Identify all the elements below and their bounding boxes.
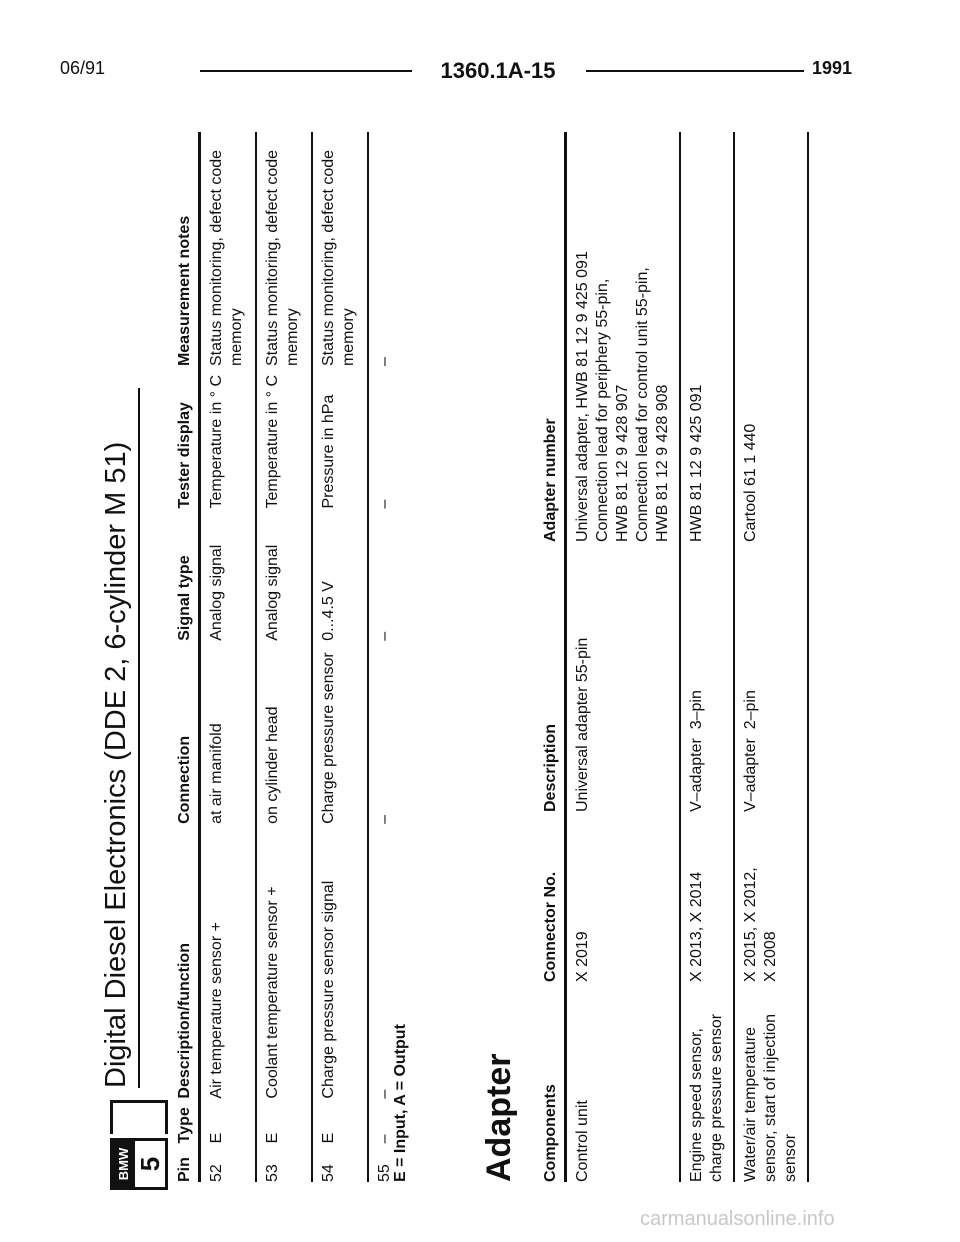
col-pin: Pin (176, 1157, 193, 1182)
col-adapter-number: Adapter number (542, 418, 559, 542)
pin-table-header (176, 132, 200, 1182)
header-doc-number: 1360.1A-15 (440, 58, 556, 83)
cell-tester-display: Temperature in ° C (208, 374, 225, 509)
cell-measurement-notes: Status monitoring, defect code memory (320, 149, 357, 367)
logo-frame (110, 1100, 168, 1134)
cell-type: E (320, 1132, 337, 1144)
cell-type: E (208, 1132, 225, 1144)
cell-description: Charge pressure sensor signal (320, 880, 337, 1099)
col-connector-no: Connector No. (542, 871, 559, 982)
cell-adapter-number: Universal adapter, HWB 81 12 9 425 091 Connection lead for periphery 55-pin, HWB 81 12 9 428 907 Connection lead for control unit 55-pin, HWB 81 12 9 428 908 (574, 251, 671, 542)
bmw-logo (110, 1138, 168, 1190)
cell-description: Air temperature sensor + (208, 922, 225, 1099)
col-measurement-notes: Measurement notes (176, 215, 193, 367)
cell-measurement-notes: – (376, 357, 393, 367)
cell-signal-type: Analog signal (208, 544, 225, 641)
rotated-page-body (80, 90, 880, 1190)
header-rule-left (200, 70, 412, 72)
type-legend: E = Input, A = Output (392, 1024, 409, 1182)
adapter-heading: Adapter (480, 1053, 518, 1182)
col-type: Type (176, 1107, 193, 1144)
table-row (566, 132, 681, 1182)
table-row (312, 132, 368, 1182)
col-tester-display: Tester display (176, 402, 193, 509)
col-adapter-description: Description (542, 723, 559, 812)
cell-signal-type: – (376, 631, 393, 641)
cell-component: Engine speed sensor, charge pressure sensor (688, 1013, 725, 1182)
page-title: Digital Diesel Electronics (DDE 2, 6-cylinder M 51) (100, 441, 132, 1088)
cell-type: – (376, 1134, 393, 1144)
cell-measurement-notes: Status monitoring, defect code memory (264, 149, 301, 367)
table-row (200, 132, 257, 1182)
header-year: 1991 (812, 58, 853, 78)
col-connection: Connection (176, 735, 193, 824)
logo-brand: BMW (113, 1141, 135, 1187)
cell-description: Coolant temperature sensor + (264, 886, 281, 1099)
header-date: 06/91 (60, 58, 106, 78)
cell-connection: at air manifold (208, 723, 225, 824)
cell-component: Control unit (574, 1100, 591, 1182)
cell-pin: 53 (264, 1164, 281, 1182)
cell-connection: – (376, 814, 393, 824)
cell-tester-display: Temperature in ° C (264, 374, 281, 509)
col-signal-type: Signal type (176, 555, 193, 641)
cell-description: V–adapter 2–pin (742, 690, 759, 812)
cell-tester-display: – (376, 499, 393, 509)
header-rule-right (586, 70, 804, 72)
table-row (734, 132, 808, 1182)
cell-connector: X 2019 (574, 931, 591, 982)
cell-description: Universal adapter 55-pin (574, 637, 591, 812)
cell-description: V–adapter 3–pin (688, 690, 705, 812)
cell-signal-type: Analog signal (264, 544, 281, 641)
pin-table (176, 132, 423, 1182)
cell-pin: 54 (320, 1164, 337, 1182)
cell-measurement-notes: Status monitoring, defect code memory (208, 149, 245, 367)
cell-component: Water/air temperature sensor, start of injection sensor (742, 1013, 799, 1182)
adapter-table (542, 132, 809, 1182)
cell-adapter-number: HWB 81 12 9 425 091 (688, 384, 705, 542)
cell-type: E (264, 1132, 281, 1144)
cell-tester-display: Pressure in hPa (320, 394, 337, 509)
cell-pin: 55 (376, 1164, 393, 1182)
cell-connection: on cylinder head (264, 706, 281, 824)
watermark-text: carmanualsonline.info (640, 1208, 835, 1230)
cell-connector: X 2015, X 2012, X 2008 (742, 867, 779, 982)
logo-series: 5 (135, 1156, 165, 1172)
col-components: Components (542, 1084, 559, 1182)
cell-adapter-number: Cartool 61 1 440 (742, 423, 759, 542)
table-row (256, 132, 312, 1182)
col-description: Description/function (176, 943, 193, 1099)
title-rule (138, 388, 140, 1088)
adapter-table-header (542, 132, 566, 1182)
cell-signal-type: 0...4.5 V (320, 581, 337, 641)
table-row (680, 132, 734, 1182)
cell-connection: Charge pressure sensor (320, 652, 337, 824)
cell-pin: 52 (208, 1164, 225, 1182)
cell-connector: X 2013, X 2014 (688, 871, 705, 982)
cell-description: – (376, 1089, 393, 1099)
